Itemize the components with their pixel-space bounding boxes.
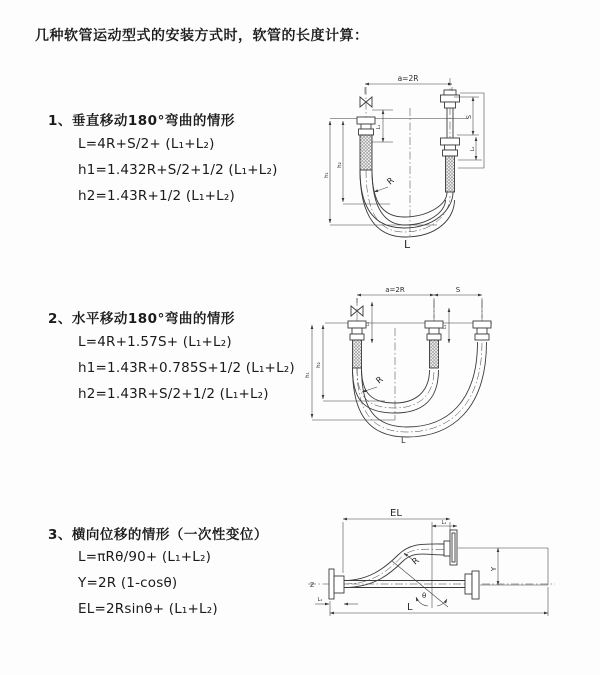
section-1-formula-3: h2=1.43R+1/2 (L₁+L₂) (78, 188, 235, 204)
section-3-heading: 3、横向位移的情形（一次性变位） (48, 527, 268, 543)
dim-label-h1: h₁ (305, 372, 311, 378)
dimension-lines (330, 84, 484, 225)
dim-label-z: Z (310, 582, 315, 589)
upper-flange (444, 530, 457, 565)
section-3-formula-1: L=πRθ/90+ (L₁+L₂) (78, 549, 212, 565)
connector-3-shifted (473, 321, 491, 340)
dim-label-y: Y (490, 566, 498, 572)
section-2-formula-3: h2=1.43R+S/2+1/2 (L₁+L₂) (78, 386, 269, 402)
dim-label-el: EL (390, 508, 402, 519)
dimension-lines (315, 519, 548, 616)
dim-label-radius: R (410, 555, 422, 568)
dim-label-length: L (407, 602, 413, 613)
dim-label-s: S (465, 114, 473, 120)
left-flange (329, 569, 344, 599)
dim-label-radius: R (385, 175, 397, 188)
connector-1 (348, 321, 366, 368)
dim-label-theta: θ (422, 592, 427, 600)
dim-label-h2: h₂ (316, 362, 322, 368)
section-2-formula-1: L=4R+1.57S+ (L₁+L₂) (78, 334, 232, 350)
centerlines (366, 78, 450, 236)
section-1-formula-1: L=4R+S/2+ (L₁+L₂) (78, 136, 215, 152)
section-3-formula-3: EL=2Rsinθ+ (L₁+L₂) (78, 601, 218, 617)
lower-right-flange (465, 571, 479, 599)
radius-arrow (374, 187, 388, 192)
page-title: 几种软管运动型式的安装方式时，软管的长度计算： (35, 28, 369, 44)
dim-label-length: L (401, 436, 406, 445)
diagram-lateral-displacement (300, 505, 580, 640)
section-2-heading: 2、水平移动180°弯曲的情形 (48, 311, 235, 327)
left-connector (357, 117, 375, 170)
diagram-horizontal-180-bend (300, 280, 600, 450)
dim-label-l1-left: L₁ (376, 124, 382, 130)
dim-label-l1-left: L₁ (317, 597, 323, 603)
dim-label-span: a=2R (397, 74, 419, 83)
section-1-heading: 1、垂直移动180°弯曲的情形 (48, 113, 235, 129)
dim-label-l1-right: L₁ (470, 146, 476, 152)
hose-arcs (353, 342, 487, 437)
dim-label-length: L (404, 238, 411, 251)
curved-hose-position (344, 544, 444, 588)
dim-label-s: S (455, 286, 461, 294)
dim-label-l1-b: L₁ (443, 324, 448, 330)
dim-label-l1-a: L₁ (366, 321, 371, 327)
centerlines (357, 298, 482, 432)
dim-label-l1-top: L₁ (441, 520, 447, 526)
section-3-formula-2: Y=2R (1-cosθ) (78, 575, 178, 591)
connector-2 (425, 321, 443, 368)
dimension-lines (312, 295, 482, 420)
dim-label-radius: R (374, 374, 386, 387)
hose-arcs (360, 170, 455, 237)
dim-label-span: a=2R (385, 286, 405, 294)
right-connector (441, 90, 460, 192)
section-2-formula-2: h1=1.43R+0.785S+1/2 (L₁+L₂) (78, 360, 295, 376)
section-1-formula-2: h1=1.432R+S/2+1/2 (L₁+L₂) (78, 162, 278, 178)
diagram-vertical-180-bend (300, 60, 600, 260)
dim-label-h1: h₁ (324, 172, 330, 178)
dim-label-h2: h₂ (337, 162, 343, 168)
